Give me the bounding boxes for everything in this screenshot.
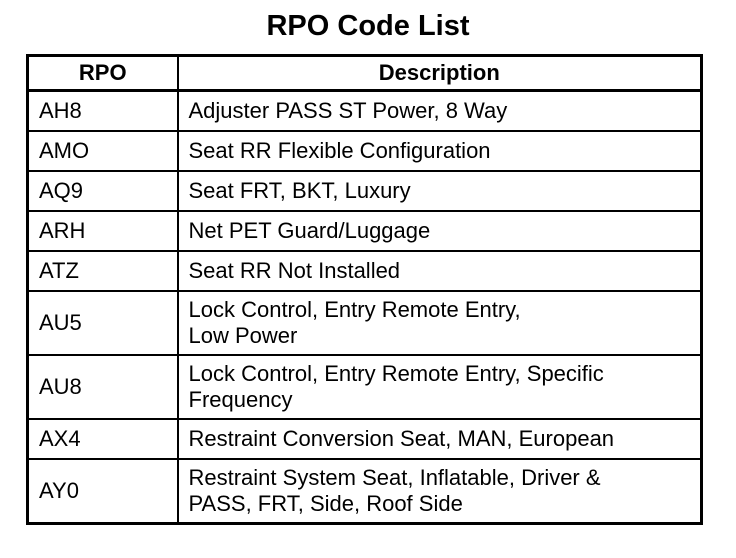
page-title: RPO Code List <box>266 10 470 42</box>
rpo-code-cell: AU5 <box>28 291 178 355</box>
table-row <box>28 131 702 171</box>
description-cell <box>178 459 702 524</box>
column-header-description: Description <box>178 56 702 91</box>
description-cell <box>178 355 702 419</box>
rpo-code-cell: AH8 <box>28 91 178 132</box>
rpo-code-cell: ATZ <box>28 251 178 291</box>
description-cell: Restraint Conversion Seat, MAN, European <box>178 419 702 459</box>
rpo-code-cell: AY0 <box>28 459 178 524</box>
rpo-code-cell: AX4 <box>28 419 178 459</box>
table-row <box>28 459 702 524</box>
description-cell: Seat RR Not Installed <box>178 251 702 291</box>
description-line: Low Power <box>188 323 298 348</box>
table-row <box>28 355 702 419</box>
description-cell <box>178 291 702 355</box>
description-line: PASS, FRT, Side, Roof Side <box>188 491 463 516</box>
table-header-row <box>28 56 702 91</box>
table-row <box>28 171 702 211</box>
description-line: Lock Control, Entry Remote Entry, <box>188 297 521 322</box>
table-row <box>28 211 702 251</box>
table-row <box>28 419 702 459</box>
rpo-code-cell: AU8 <box>28 355 178 419</box>
column-header-rpo: RPO <box>28 56 178 91</box>
table-row <box>28 91 702 132</box>
rpo-code-cell: AQ9 <box>28 171 178 211</box>
description-cell: Seat RR Flexible Configuration <box>178 131 702 171</box>
description-line: Frequency <box>188 387 293 412</box>
description-cell: Seat FRT, BKT, Luxury <box>178 171 702 211</box>
table-row <box>28 291 702 355</box>
description-cell: Net PET Guard/Luggage <box>178 211 702 251</box>
description-line: Lock Control, Entry Remote Entry, Specific <box>188 361 604 386</box>
description-line: Restraint System Seat, Inflatable, Driver & <box>188 465 601 490</box>
rpo-code-cell: ARH <box>28 211 178 251</box>
rpo-code-cell: AMO <box>28 131 178 171</box>
rpo-code-table <box>26 54 703 525</box>
table-row <box>28 251 702 291</box>
description-cell: Adjuster PASS ST Power, 8 Way <box>178 91 702 132</box>
